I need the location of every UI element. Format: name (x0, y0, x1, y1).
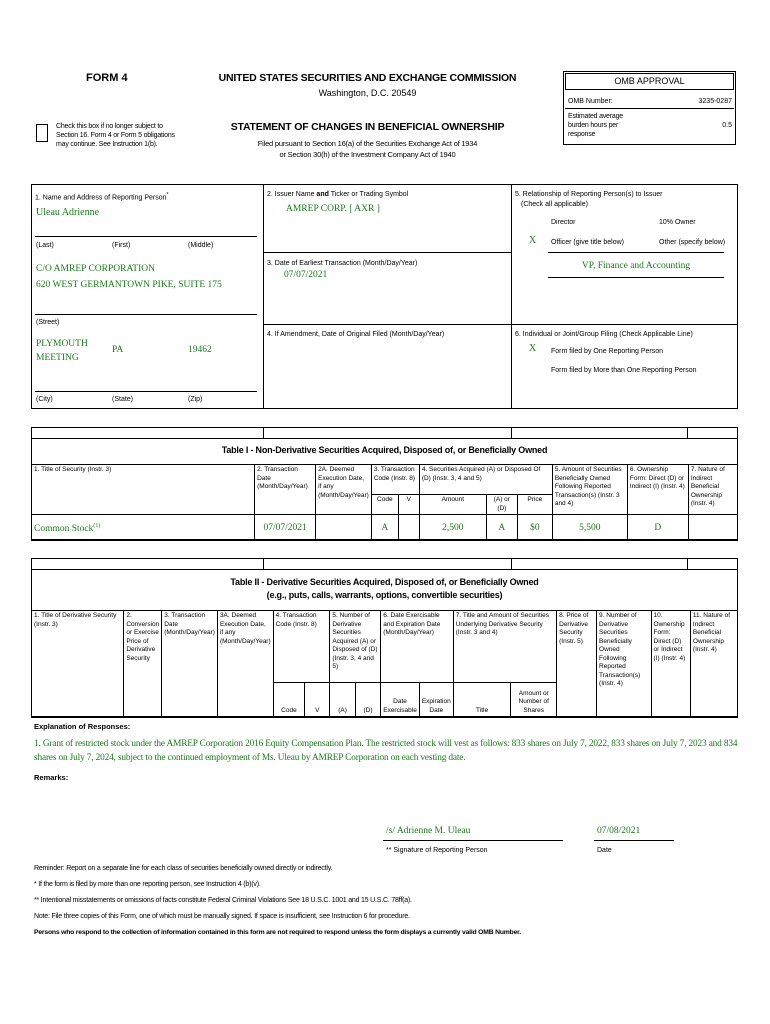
t1-transaction-date: 07/07/2021 (255, 515, 316, 541)
t1-code: A (371, 515, 398, 541)
t2-sub-a: (A) (330, 683, 355, 717)
omb-burden-value: 0.5 (722, 122, 732, 129)
t2-sub-amount: Amount or Number of Shares (511, 683, 557, 717)
box6-label: 6. Individual or Joint/Group Filing (Check Applicable Line) (515, 331, 693, 338)
t1-owned: 5,500 (552, 515, 627, 541)
t2-sub-date-exercisable: Date Exercisable (381, 683, 420, 717)
table1-title: Table I - Non-Derivative Securities Acquired, Disposed of, or Beneficially Owned (221, 445, 548, 455)
filed-pursuant-line1: Filed pursuant to Section 16(a) of the Securities Exchange Act of 1934 (257, 139, 478, 148)
t1-sub-aord: (A) or (D) (486, 495, 517, 515)
note-criminal-violations: ** Intentional misstatements or omissions of facts constitute Federal Criminal Violations See 18 U.S.C. 1001 and 15 U.S.C. 78ff(a). (34, 897, 412, 904)
omb-burden-label: Estimated average burden hours per response (568, 113, 623, 138)
box5-label: 5. Relationship of Reporting Person(s) to Issuer (515, 191, 663, 198)
box5-sub: (Check all applicable) (521, 201, 588, 208)
issuer-name: AMREP CORP. [ AXR ] (286, 204, 380, 214)
remarks-label: Remarks: (34, 773, 69, 782)
table2-title: Table II - Derivative Securities Acquired, Disposed of, or Beneficially Owned (230, 577, 539, 587)
one-person-check-mark[interactable]: X (529, 343, 537, 354)
t2-sub-expiration: Expiration Date (419, 683, 453, 717)
t2-col1-header: 1. Title of Derivative Security (Instr. 3) (32, 611, 124, 717)
officer-check-mark[interactable]: X (529, 235, 537, 246)
t1-col4-header: 4. Securities Acquired (A) or Disposed Of (D) (Instr. 3, 4 and 5) (419, 465, 552, 495)
t1-sub-v: V (398, 495, 419, 515)
note-omb-required: Persons who respond to the collection of information contained in this form are not required to respond unless the form displays a currently valid OMB Number. (34, 929, 521, 936)
more-persons-option[interactable]: Form filed by More than One Reporting Person (551, 367, 697, 374)
t2-col2-header: 2. Conversion or Exercise Price of Derivative Security (124, 611, 162, 717)
table1-grid (31, 464, 738, 541)
t1-security-title: Common Stock$^{(1)}$ (32, 515, 255, 541)
statement-title: STATEMENT OF CHANGES IN BENEFICIAL OWNERSHIP (230, 121, 505, 133)
reminder-text: Reminder: Report on a separate line for each class of securities beneficially owned directly or indirectly. (34, 865, 333, 872)
officer-title: VP, Finance and Accounting (581, 261, 691, 271)
table2-subtitle: (e.g., puts, calls, warrants, options, convertible securities) (266, 590, 503, 600)
t2-col3-header: 3. Transaction Date (Month/Day/Year) (162, 611, 218, 717)
form-title: FORM 4 (86, 72, 128, 84)
t1-col5-header: 5. Amount of Securities Beneficially Owned Following Reported Transaction(s) (Instr. 3 and 4) (552, 465, 627, 515)
box4-label: 4. If Amendment, Date of Original Filed (Month/Day/Year) (267, 331, 445, 338)
t2-sub-d: (D) (355, 683, 380, 717)
box2-label: 2. Issuer Name and Ticker or Trading Symbol (267, 191, 409, 198)
t1-col6-header: 6. Ownership Form: Direct (D) or Indirect (I) (Instr. 4) (627, 465, 688, 515)
ten-percent-option[interactable]: 10% Owner (659, 219, 696, 226)
t1-nature (688, 515, 737, 541)
label-middle: (Middle) (188, 242, 214, 249)
t1-col3-header: 3. Transaction Code (Instr. 8) (371, 465, 419, 495)
t2-col4-header: 4. Transaction Code (Instr. 8) (273, 611, 330, 683)
t2-col6-header: 6. Date Exercisable and Expiration Date (Month/Day/Year) (381, 611, 454, 683)
t1-ownership-form: D (627, 515, 688, 541)
t1-deemed-date (316, 515, 372, 541)
signature-date: 07/08/2021 (597, 826, 641, 836)
label-last: (Last) (36, 242, 54, 249)
label-first: (First) (112, 242, 131, 249)
omb-title: OMB APPROVAL (614, 76, 685, 86)
t2-col10-header: 10. Ownership Form: Direct (D) or Indirect (I) (Instr. 4) (651, 611, 690, 717)
t2-col11-header: 11. Nature of Indirect Beneficial Ownership (Instr. 4) (690, 611, 737, 717)
t1-aord: A (486, 515, 517, 541)
explanation-label: Explanation of Responses: (34, 722, 131, 731)
city-value: PLYMOUTH MEETING (36, 339, 88, 363)
label-state: (State) (112, 396, 134, 403)
signature-label: ** Signature of Reporting Person (386, 847, 488, 854)
agency-location: Washington, D.C. 20549 (318, 88, 417, 98)
label-zip: (Zip) (188, 396, 203, 403)
label-city: (City) (36, 396, 53, 403)
date-label: Date (597, 847, 612, 854)
t1-sub-price: Price (517, 495, 552, 515)
t1-v (398, 515, 419, 541)
t1-price: $0 (517, 515, 552, 541)
officer-option[interactable]: Officer (give title below) (551, 239, 625, 246)
table2-grid (31, 610, 738, 717)
t2-col7-header: 7. Title and Amount of Securities Underlying Derivative Security (Instr. 3 and 4) (453, 611, 556, 683)
omb-number-value: 3235-0287 (698, 98, 732, 105)
address-line2: 620 WEST GERMANTOWN PIKE, SUITE 175 (36, 280, 222, 290)
t1-col2a-header: 2A. Deemed Execution Date, if any (Month/Day/Year) (316, 465, 372, 515)
explanation-text: 1. Grant of restricted stock under the AMREP Corporation 2016 Equity Compensation Plan. The restricted stock will vest as follows: 833 shares on July 7, 2022, 833 shares on July 7, 2023 and 834 shares on July 7, 2024, subject to the continued employment of Ms. Uleau by AMREP Corporation on each vesting date. (34, 739, 738, 763)
t1-sub-code: Code (371, 495, 398, 515)
t2-col5-header: 5. Number of Derivative Securities Acquired (A) or Disposed of (D) (Instr. 3, 4 and 5) (330, 611, 381, 683)
address-line1: C/O AMREP CORPORATION (36, 264, 155, 274)
omb-number-label: OMB Number: (568, 98, 613, 105)
other-option[interactable]: Other (specify below) (659, 239, 726, 246)
reporting-info-grid (31, 184, 738, 409)
note-file-copies: Note: File three copies of this Form, one of which must be manually signed. If space is insufficient, see Instruction 6 for procedure. (34, 913, 410, 920)
t2-col9-header: 9. Number of Derivative Securities Beneficially Owned Following Reported Transaction(s) (Instr. 4) (597, 611, 652, 717)
state-value: PA (112, 345, 124, 355)
t2-sub-code: Code (273, 683, 305, 717)
reporting-person-name: Uleau Adrienne (36, 207, 100, 218)
signature: /s/ Adrienne M. Uleau (386, 826, 471, 836)
label-street: (Street) (36, 319, 60, 326)
t2-col3a-header: 3A. Deemed Execution Date, if any (Month/Day/Year) (217, 611, 273, 717)
box1-label: 1. Name and Address of Reporting Person* (35, 192, 169, 202)
box3-label: 3. Date of Earliest Transaction (Month/Day/Year) (267, 260, 418, 267)
t2-col8-header: 8. Price of Derivative Security (Instr. 5) (557, 611, 597, 717)
t2-sub-v: V (305, 683, 330, 717)
earliest-transaction-date: 07/07/2021 (284, 270, 328, 280)
t1-col1-header: 1. Title of Security (Instr. 3) (32, 465, 255, 515)
t1-col7-header: 7. Nature of Indirect Beneficial Ownership (Instr. 4) (688, 465, 737, 515)
t1-sub-amount: Amount (419, 495, 486, 515)
t1-amount: 2,500 (419, 515, 486, 541)
director-option[interactable]: Director (551, 219, 576, 226)
t1-col2-header: 2. Transaction Date (Month/Day/Year) (255, 465, 316, 515)
table-row (32, 515, 738, 541)
no-longer-subject-checkbox[interactable] (36, 124, 48, 142)
filed-pursuant-line2: or Section 30(h) of the Investment Company Act of 1940 (279, 150, 456, 159)
zip-value: 19462 (188, 345, 212, 355)
one-person-option[interactable]: Form filed by One Reporting Person (551, 348, 664, 355)
note-multiple-persons: * If the form is filed by more than one reporting person, see Instruction 4 (b)(v). (34, 881, 261, 888)
checkbox-instruction: Check this box if no longer subject to Section 16. Form 4 or Form 5 obligations may continue. See Instruction 1(b). (56, 123, 175, 148)
agency-title: UNITED STATES SECURITIES AND EXCHANGE COMMISSION (218, 72, 517, 84)
t2-sub-title: Title (453, 683, 511, 717)
